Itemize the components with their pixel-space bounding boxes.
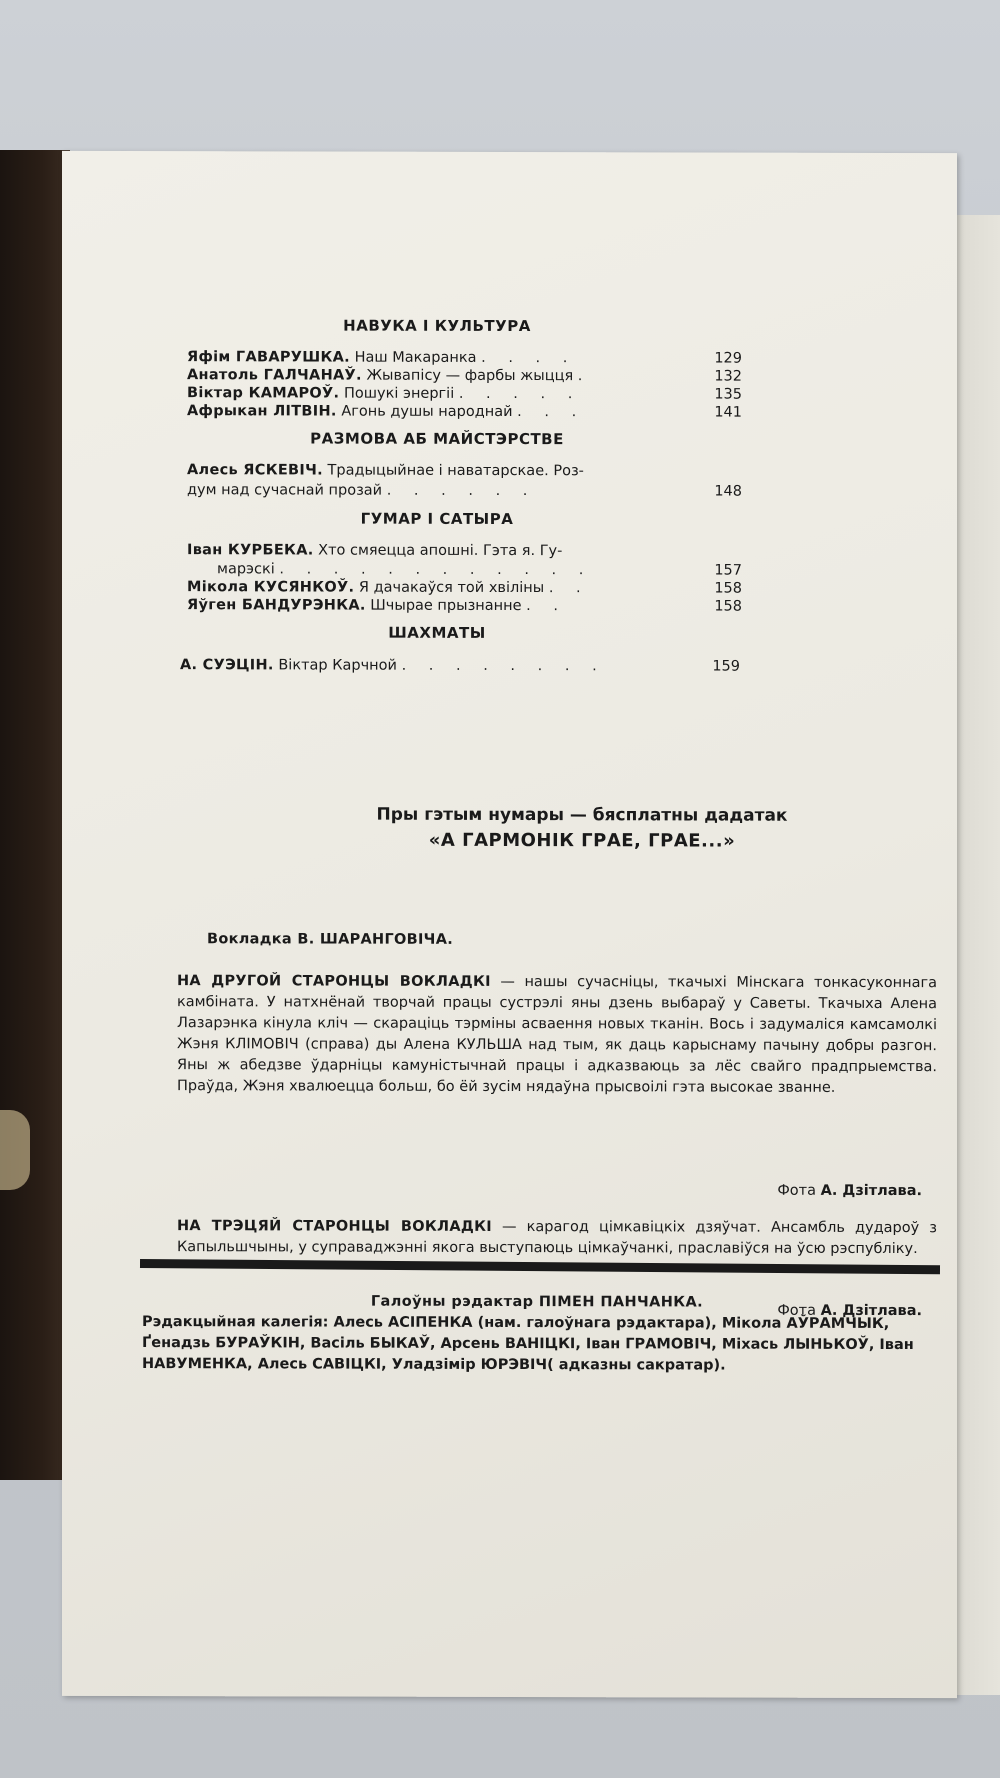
toc-page: 135 [714, 386, 742, 403]
toc-page: 157 [714, 562, 742, 579]
magazine-spine [0, 150, 70, 1480]
spine-mark [0, 1110, 30, 1190]
editor-in-chief: Галоўны рэдактар ПІМЕН ПАНЧАНКА. [370, 1293, 704, 1311]
editorial-board [142, 1291, 932, 1377]
second-cover-lead: НА ДРУГОЙ СТАРОНЦЫ ВОКЛАДКІ [177, 973, 491, 990]
toc-dots: . . [526, 598, 567, 615]
supplement-line: Пры гэтым нумары — бясплатны дадатак [376, 804, 788, 826]
toc-author: Віктар КАМАРОЎ. [187, 385, 340, 402]
toc-title-continued: марэскі [217, 561, 275, 578]
toc-dots: . [577, 368, 592, 385]
toc-entry [187, 461, 742, 480]
toc-dots: . . . . . . . . [401, 657, 606, 675]
toc-author: Афрыкан ЛІТВІН. [187, 403, 337, 420]
toc-title: Традыцыйнае і наватарскае. Роз- [327, 462, 584, 480]
toc-title: Наш Макаранка [354, 349, 477, 366]
toc-dots: . . [548, 580, 590, 597]
photographer: А. Дзітлава. [820, 1182, 922, 1200]
section-heading: ГУМАР І САТЫРА [360, 509, 514, 529]
third-cover-text: — карагод цімкавіцкіх дзяўчат. Ансамбль дудароў з Капыльшчыны, у суправаджэнні якога выступаюць цімкаўчанкі, праславіўся на ўсю рэспубліку. [177, 1218, 937, 1258]
photo-credit [622, 1182, 922, 1199]
toc-title: Пошукі энергіі [343, 385, 455, 402]
toc-author: Анатоль ГАЛЧАНАЎ. [187, 367, 362, 384]
photo-label: Фота [777, 1302, 817, 1319]
toc-page: 132 [714, 368, 742, 385]
toc-entry [187, 384, 742, 403]
third-cover-description [177, 1216, 937, 1260]
supplement-notice [342, 802, 822, 855]
toc-title: Агонь душы народнай [341, 403, 513, 421]
toc-entry [187, 348, 742, 367]
toc-entry [187, 541, 742, 560]
section-heading: НАВУКА І КУЛЬТУРА [343, 316, 531, 336]
toc-title: Віктар Карчной [278, 657, 397, 674]
toc-page: 159 [712, 658, 740, 675]
toc-author: Мікола КУСЯНКОЎ. [187, 579, 355, 596]
toc-entry [180, 656, 740, 675]
toc-author: Яўген БАНДУРЭНКА. [187, 597, 366, 614]
toc-entry [187, 402, 742, 421]
toc-entry [187, 366, 742, 385]
toc-entry [187, 596, 742, 615]
toc-page: 148 [714, 483, 742, 500]
magazine-page [62, 151, 957, 1698]
toc-author: А. СУЭЦІН. [180, 657, 274, 674]
toc-entry [187, 578, 742, 597]
toc-dots: . . . . . . . . . . . . [279, 561, 593, 579]
toc-title: Я дачакаўся той хвіліны [358, 579, 545, 597]
toc-author: Яфім ГАВАРУШКА. [187, 349, 350, 366]
toc-page: 129 [714, 350, 742, 367]
third-cover-lead: НА ТРЭЦЯЙ СТАРОНЦЫ ВОКЛАДКІ [177, 1218, 492, 1235]
toc-title: Шчырае прызнанне [370, 597, 522, 615]
cover-credit: Вокладка В. ШАРАНГОВІЧА. [207, 931, 454, 948]
photo-label: Фота [777, 1182, 817, 1199]
toc-page: 158 [714, 580, 742, 597]
toc-dots: . . . [517, 404, 586, 421]
editorial-members: Рэдакцыйная калегія: Алесь АСІПЕНКА (нам. галоўнага рэдактара), Мікола АЎРАМЧЫК, Ґенадзь БУРАЎКІН, Васіль БЫКАЎ, Арсень ВАНІЦКІ, Іван ГРАМОВІЧ, Міхась ЛЫНЬКОЎ, Іван НАВУМЕНКА, Алесь САВІЦКІ, Уладзімір ЮРЭВІЧ( адказны сакратар). [142, 1314, 914, 1374]
photographer: А. Дзітлава. [820, 1302, 922, 1320]
divider-rule [140, 1259, 940, 1274]
second-cover-description [177, 971, 937, 1099]
toc-page: 141 [714, 404, 742, 421]
toc-author: Іван КУРБЕКА. [187, 542, 314, 559]
toc-dots: . . . . . . [386, 482, 537, 500]
toc-title: Жывапісу — фарбы жыцця [366, 367, 574, 385]
second-cover-text: — нашы сучасніцы, ткачыхі Мінскага тонкасуконнага камбіната. У натхнёнай творчай працы сустрэлі яны дзень выбараў у Саветы. Ткачыха Алена Лазарэнка кінула клiч — скарацiць тэрміны асваення новых тканін. Вось і задумаліся камсамолкі Жэня КЛІМОВІЧ (справа) ды Алена КУЛЬША над тым, як даць карыснаму пачыну добры разгон. Яны ж абедзве ўдарніцы камуністычнай працы і адказваюць за лёс свайго прадпрыемства. Праўда, Жэня хвалюецца больш, бо ёй зусім нядаўна прысвоілі гэта высокае званне. [177, 973, 937, 1096]
section-heading: РАЗМОВА АБ МАЙСТЭРСТВЕ [310, 429, 564, 449]
toc-dots: . . . . . [458, 385, 582, 403]
supplement-title: «А ГАРМОНІК ГРАЕ, ГРАЕ...» [428, 829, 736, 852]
toc-page: 158 [714, 598, 742, 615]
toc-title: Хто смяецца апошні. Гэта я. Гу- [318, 542, 563, 560]
page-content [62, 151, 957, 1698]
toc-dots: . . . . [481, 349, 577, 367]
section-heading: ШАХМАТЫ [388, 623, 486, 642]
toc-entry-continued [187, 481, 742, 500]
toc-entry-continued [187, 560, 742, 579]
toc-author: Алесь ЯСКЕВІЧ. [187, 462, 323, 479]
toc-title-continued: дум над сучаснай прозай [187, 482, 383, 499]
